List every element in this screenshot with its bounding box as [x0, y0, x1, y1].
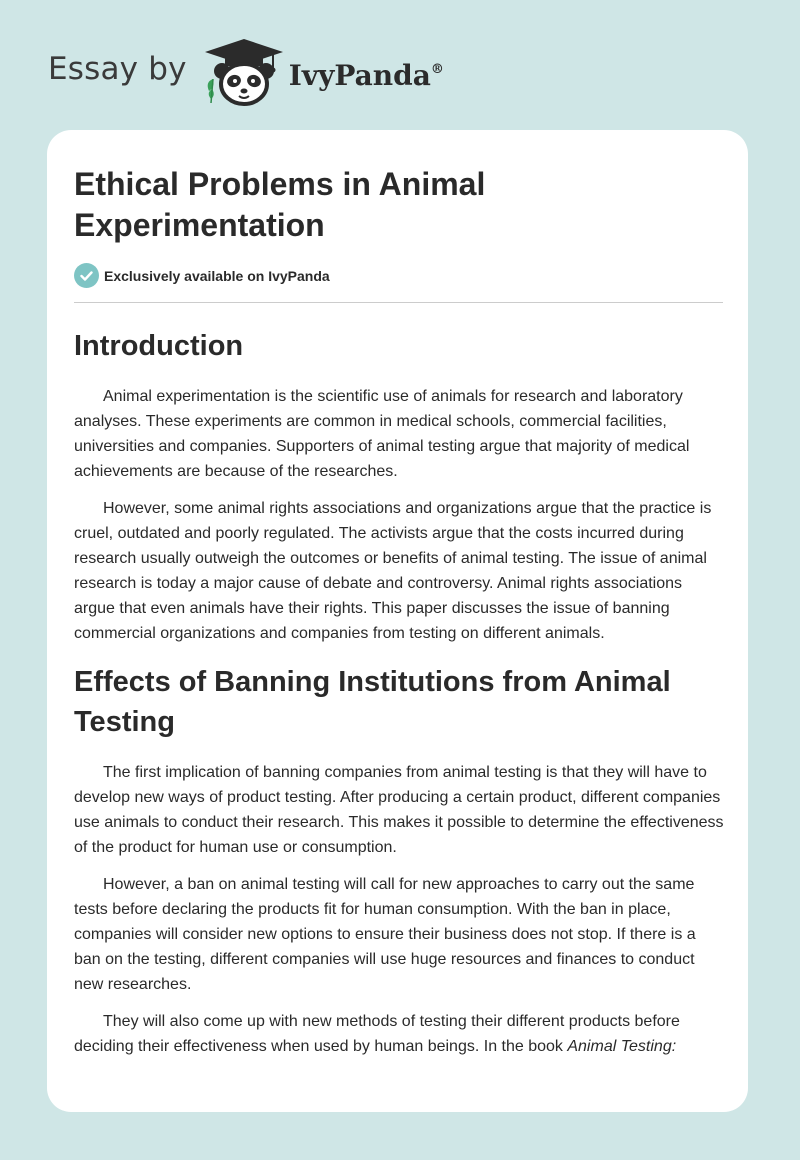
essay-by-label: Essay by [48, 51, 187, 87]
section-heading: Effects of Banning Institutions from Animal Testing [74, 666, 671, 738]
page-title: Ethical Problems in Animal Experimentation [74, 166, 486, 243]
paragraph: Animal experimentation is the scientific use of animals for research and laboratory analyses. These experiments are common in medical schools, commercial facilities, universities and companies. Supporters of animal testing argue that majority of medical achievements are because of the researches. [74, 388, 690, 480]
panda-graduate-icon[interactable] [201, 35, 287, 112]
trademark-symbol: ® [430, 61, 444, 77]
paragraph [74, 1009, 724, 1059]
paragraph: However, some animal rights associations and organizations argue that the practice is cruel, outdated and poorly regulated. The activists argue that the costs incurred during research usually outweigh the outcomes or benefits of animal testing. The issue of animal research is today a major cause of debate and controversy. Animal rights associations argue that even animals have their rights. This paper discusses the issue of banning commercial organizations and companies from testing on different animals. [74, 500, 712, 642]
paragraph: The first implication of banning companies from animal testing is that they will have to develop new ways of product testing. After producing a certain product, different companies use animals to conduct their research. This makes it possible to determine the effectiveness of the product for human use or consumption. [74, 764, 724, 856]
title-divider [74, 302, 723, 303]
book-title: Animal Testing: [567, 1038, 677, 1055]
section-heading: Introduction [74, 330, 244, 362]
paragraph-text: They will also come up with new methods of testing their different products before deciding their effectiveness when used by human beings. In the book [74, 1013, 680, 1055]
check-circle-icon [74, 263, 99, 288]
essay-card [47, 130, 748, 1112]
essay-body [74, 326, 724, 1059]
exclusive-badge-label: Exclusively available on IvyPanda [104, 267, 330, 284]
brand-name[interactable]: IvyPanda® [288, 58, 444, 92]
paragraph: However, a ban on animal testing will call for new approaches to carry out the same tests before declaring the products fit for human consumption. With the ban in place, companies will consider new options to ensure their business does not stop. If there is a ban on the testing, different companies will use huge resources and finances to conduct new researches. [74, 876, 696, 993]
exclusive-badge [74, 263, 330, 288]
site-header [48, 32, 444, 112]
